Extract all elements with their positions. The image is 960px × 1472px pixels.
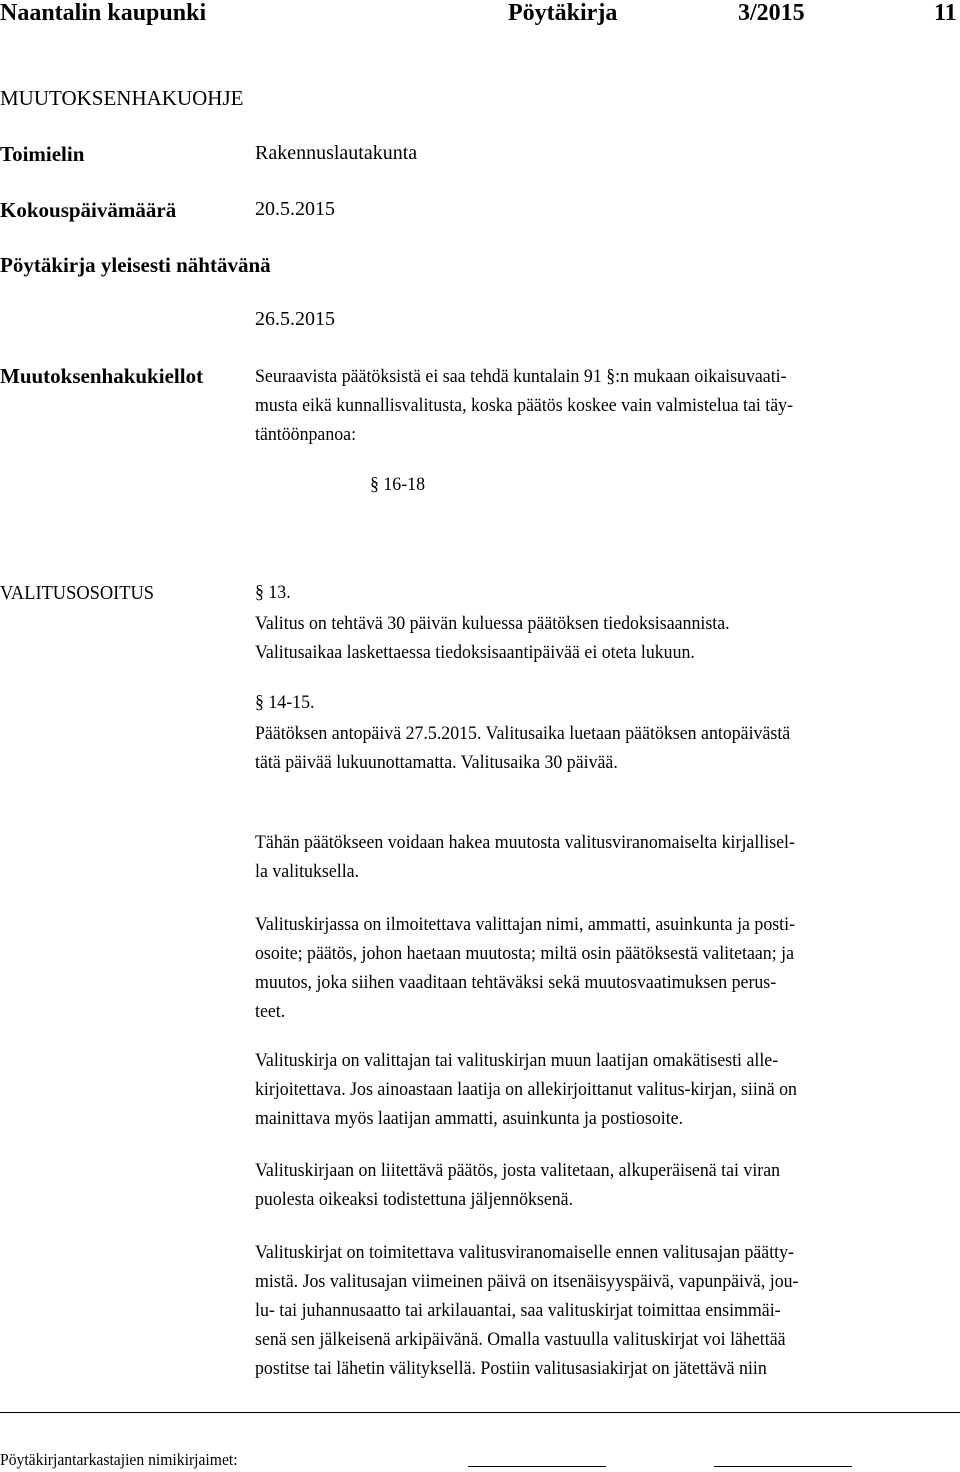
paragraph-line: la valituksella.	[255, 861, 360, 882]
paragraph-appeal-authority	[255, 828, 950, 886]
valitus-line: Valitusaikaa laskettaessa tiedoksisaantipäivää ei oteta lukuun.	[255, 642, 695, 663]
initials-line-2	[714, 1466, 852, 1467]
header-doc-type: Pöytäkirja	[508, 0, 618, 26]
paragraph-attachments	[255, 1156, 950, 1214]
header-page-number: 11	[934, 0, 957, 26]
valitus-item2-section: § 14-15.	[255, 692, 315, 713]
appeals-sections: § 16-18	[370, 474, 426, 495]
date-value: 20.5.2015	[255, 198, 335, 220]
paragraph-delivery	[255, 1238, 950, 1383]
paragraph-line: Valituskirjassa on ilmoitettava valittajan nimi, ammatti, asuinkunta ja posti-	[255, 914, 796, 935]
header-number: 3/2015	[738, 0, 805, 26]
paragraph-line: Tähän päätökseen voidaan hakea muutosta valitusviranomaiselta kirjallisel-	[255, 832, 795, 853]
paragraph-line: lu- tai juhannusaatto tai arkilauantai, saa valituskirjat toimittaa ensimmäi-	[255, 1300, 781, 1321]
appeals-line: täntöönpanoa:	[255, 424, 357, 445]
paragraph-line: postitse tai lähetin välityksellä. Postiin valitusasiakirjat on jätettävä niin	[255, 1358, 767, 1379]
body-label: Toimielin	[0, 142, 85, 166]
paragraph-line: mainittava myös laatijan ammatti, asuinkunta ja postiosoite.	[255, 1108, 684, 1129]
public-label: Pöytäkirja yleisesti nähtävänä	[0, 253, 271, 277]
appeals-line: Seuraavista päätöksistä ei saa tehdä kuntalain 91 §:n mukaan oikaisuvaati-	[255, 366, 787, 387]
paragraph-line: puolesta oikeaksi todistettuna jäljennöksenä.	[255, 1189, 574, 1210]
valitus-item1-section: § 13.	[255, 582, 291, 603]
body-value: Rakennuslautakunta	[255, 142, 418, 164]
paragraph-line: mistä. Jos valitusajan viimeinen päivä on itsenäisyyspäivä, vapunpäivä, jou-	[255, 1271, 799, 1292]
paragraph-line: Valituskirjat on toimitettava valitusviranomaiselle ennen valitusajan päätty-	[255, 1242, 795, 1263]
public-value: 26.5.2015	[255, 308, 335, 330]
page-title: MUUTOKSENHAKUOHJE	[0, 86, 244, 110]
valitus-line: tätä päivää lukuunottamatta. Valitusaika 30 päivää.	[255, 752, 618, 773]
header-municipality: Naantalin kaupunki	[0, 0, 207, 26]
paragraph-line: muutos, joka siihen vaaditaan tehtäväksi sekä muutosvaatimuksen perus-	[255, 972, 777, 993]
valitus-line: Valitus on tehtävä 30 päivän kuluessa päätöksen tiedoksisaannista.	[255, 613, 730, 634]
paragraph-line: Valituskirja on valittajan tai valituskirjan muun laatijan omakätisesti alle-	[255, 1050, 779, 1071]
paragraph-line: senä sen jälkeisenä arkipäivänä. Omalla vastuulla valituskirjat voi lähettää	[255, 1329, 786, 1350]
appeals-label: Muutoksenhakukiellot	[0, 364, 204, 388]
appeals-text	[255, 362, 950, 449]
paragraph-line: kirjoitettava. Jos ainoastaan laatija on allekirjoittanut valitus-kirjan, siinä on	[255, 1079, 797, 1100]
valitus-item1-text	[255, 609, 950, 667]
paragraph-line: Valituskirjaan on liitettävä päätös, josta valitetaan, alkuperäisenä tai viran	[255, 1160, 781, 1181]
appeals-line: musta eikä kunnallisvalitusta, koska päätös koskee vain valmistelua tai täy-	[255, 395, 794, 416]
paragraph-appeal-contents	[255, 910, 950, 1026]
valitus-line: Päätöksen antopäivä 27.5.2015. Valitusaika luetaan päätöksen antopäivästä	[255, 723, 791, 744]
paragraph-line: teet.	[255, 1001, 286, 1022]
footer-initials-label: Pöytäkirjantarkastajien nimikirjaimet:	[0, 1450, 238, 1469]
footer-divider	[0, 1412, 960, 1413]
date-label: Kokouspäivämäärä	[0, 198, 177, 222]
paragraph-line: osoite; päätös, johon haetaan muutosta; miltä osin päätöksestä valitetaan; ja	[255, 943, 795, 964]
valitus-item2-text	[255, 719, 950, 777]
paragraph-signature	[255, 1046, 950, 1133]
valitus-label: VALITUSOSOITUS	[0, 582, 155, 604]
initials-line-1	[468, 1466, 606, 1467]
